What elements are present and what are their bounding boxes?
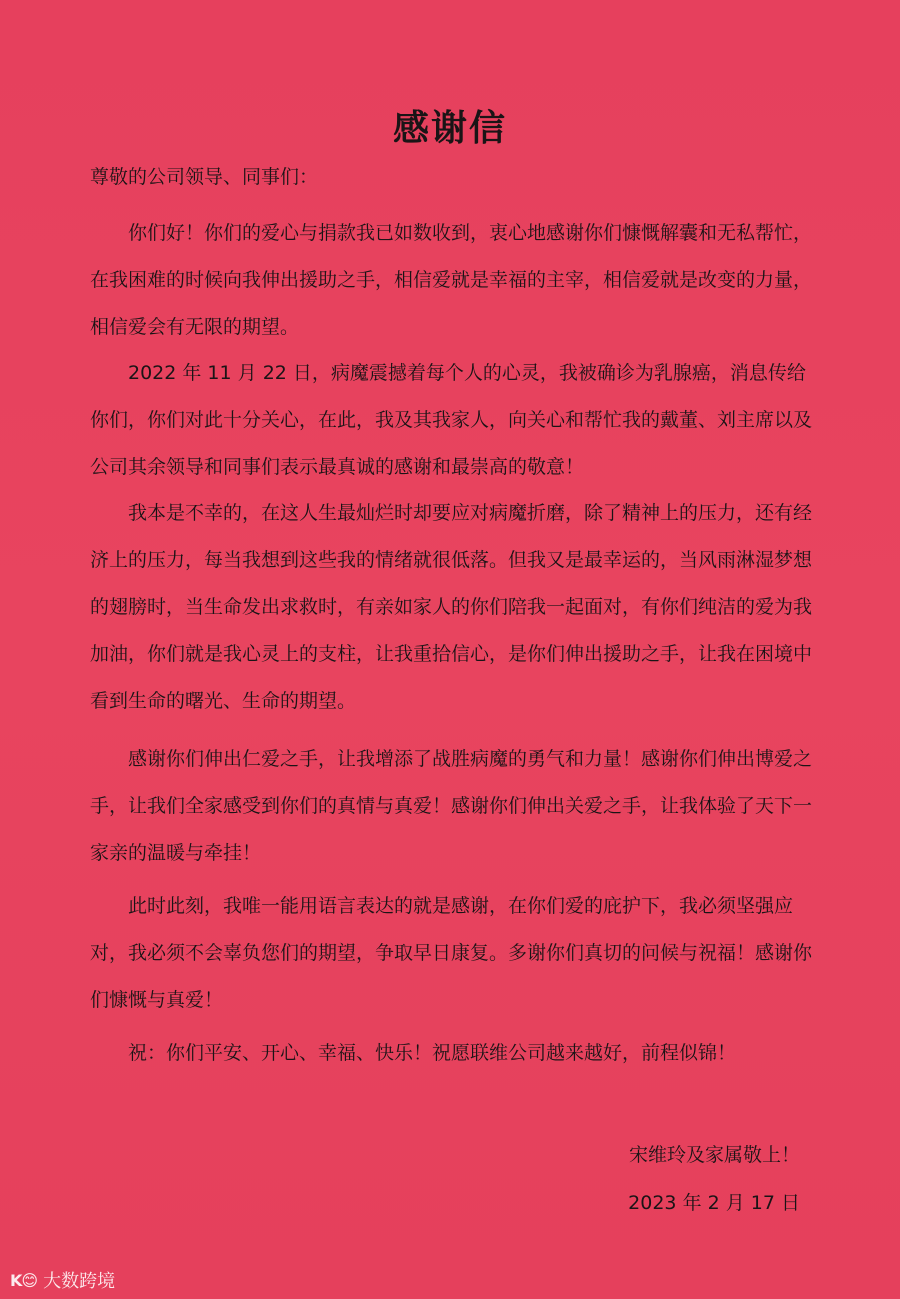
signature: 宋维玲及家属敬上！ — [628, 1144, 800, 1166]
watermark-logo-icon: K😊 — [10, 1270, 38, 1290]
paragraph-2: 2022 年 11 月 22 日，病魔震撼着每个人的心灵，我被确诊为乳腺癌，消息传给你们，你们对此十分关心，在此，我及其我家人，向关心和帮忙我的戴董、刘主席以及公司其余领导和同事们表示最真诚的感谢和最崇高的敬意！ — [90, 362, 813, 478]
letter-date: 2023 年 2 月 17 日 — [628, 1192, 800, 1214]
paragraph-6: 祝：你们平安、开心、幸福、快乐！祝愿联维公司越来越好，前程似锦！ — [128, 1042, 737, 1064]
paragraph-3: 我本是不幸的，在这人生最灿烂时却要应对病魔折磨，除了精神上的压力，还有经济上的压力，每当我想到这些我的情绪就很低落。但我又是最幸运的，当风雨淋湿梦想的翅膀时，当生命发出求救时，有亲如家人的你们陪我一起面对，有你们纯洁的爱为我加油，你们就是我心灵上的支柱，让我重拾信心，是你们伸出援助之手，让我在困境中看到生命的曙光、生命的期望。 — [90, 502, 813, 712]
letter-title: 感谢信 — [392, 107, 507, 149]
watermark — [10, 1267, 115, 1293]
paragraph-4: 感谢你们伸出仁爱之手，让我增添了战胜病魔的勇气和力量！感谢你们伸出博爱之手，让我们全家感受到你们的真情与真爱！感谢你们伸出关爱之手，让我体验了天下一家亲的温暖与牵挂！ — [90, 748, 813, 864]
paragraph-1: 你们好！你们的爱心与捐款我已如数收到，衷心地感谢你们慷慨解囊和无私帮忙，在我困难的时候向我伸出援助之手，相信爱就是幸福的主宰，相信爱就是改变的力量，相信爱会有无限的期望。 — [90, 222, 813, 338]
paragraph-5: 此时此刻，我唯一能用语言表达的就是感谢，在你们爱的庇护下，我必须坚强应对，我必须不会辜负您们的期望，争取早日康复。多谢你们真切的问候与祝福！感谢你们慷慨与真爱！ — [90, 895, 813, 1011]
salutation: 尊敬的公司领导、同事们： — [90, 166, 319, 188]
watermark-text: 大数跨境 — [43, 1271, 116, 1292]
